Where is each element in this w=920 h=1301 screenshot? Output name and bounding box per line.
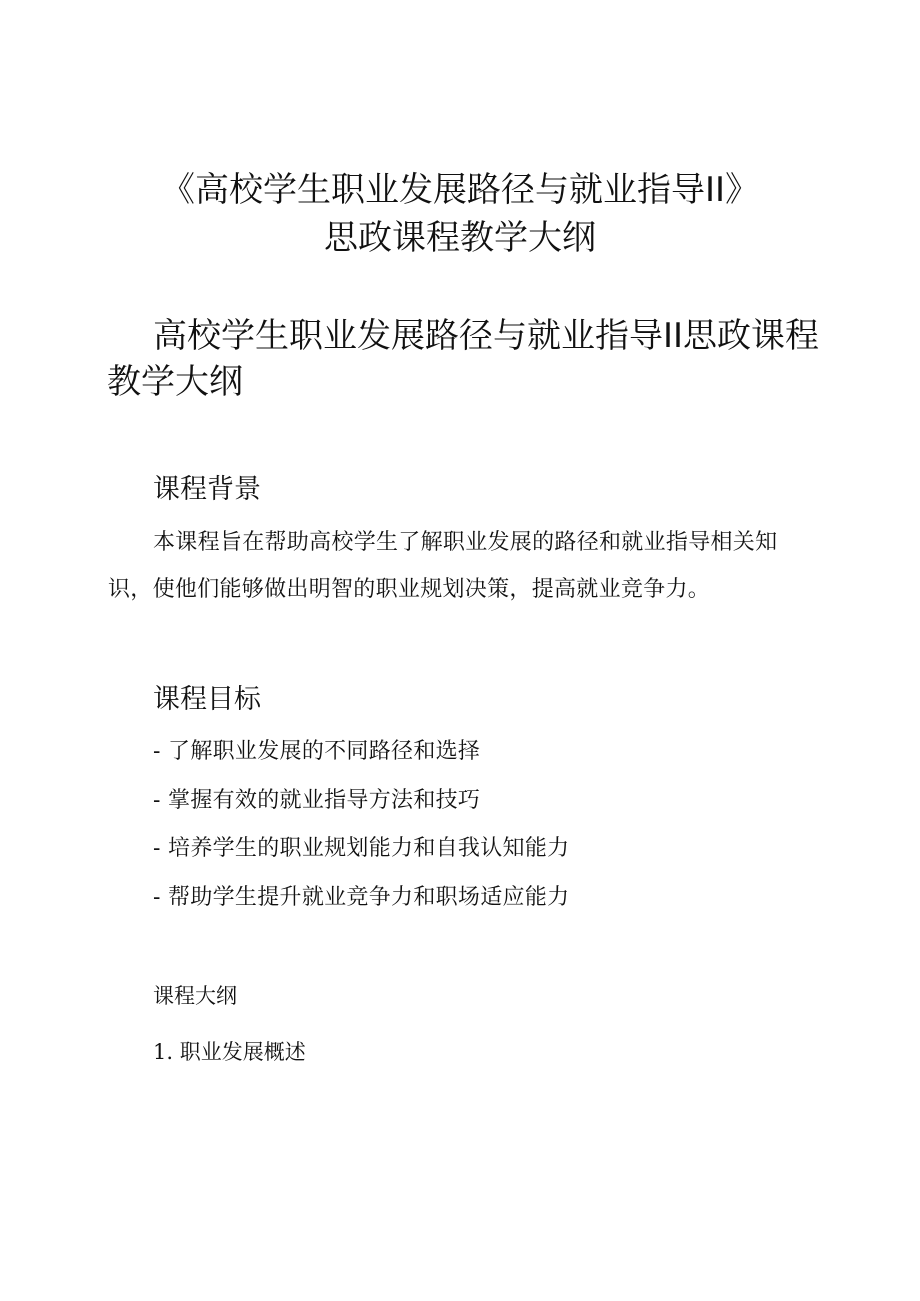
outline-item: 1. 职业发展概述	[153, 1040, 306, 1064]
goal-item: - 了解职业发展的不同路径和选择	[153, 739, 481, 764]
document-title-line-1: 《高校学生职业发展路径与就业指导II》	[160, 170, 760, 210]
goal-item: - 培养学生的职业规划能力和自我认知能力	[153, 836, 570, 861]
section-heading-background: 课程背景	[153, 474, 261, 505]
section-heading-outline: 课程大纲	[153, 984, 237, 1008]
document-subtitle: 高校学生职业发展路径与就业指导II思政课程教学大纲	[107, 316, 820, 402]
document-title-line-2: 思政课程教学大纲	[324, 218, 596, 258]
section-heading-goals: 课程目标	[153, 684, 261, 715]
background-paragraph: 本课程旨在帮助高校学生了解职业发展的路径和就业指导相关知识，使他们能够做出明智的职业规划决策，提高就业竞争力。	[108, 530, 778, 602]
goal-item: - 掌握有效的就业指导方法和技巧	[153, 787, 481, 813]
goals-list	[153, 728, 569, 922]
goal-item: - 帮助学生提升就业竞争力和职场适应能力	[153, 884, 570, 910]
